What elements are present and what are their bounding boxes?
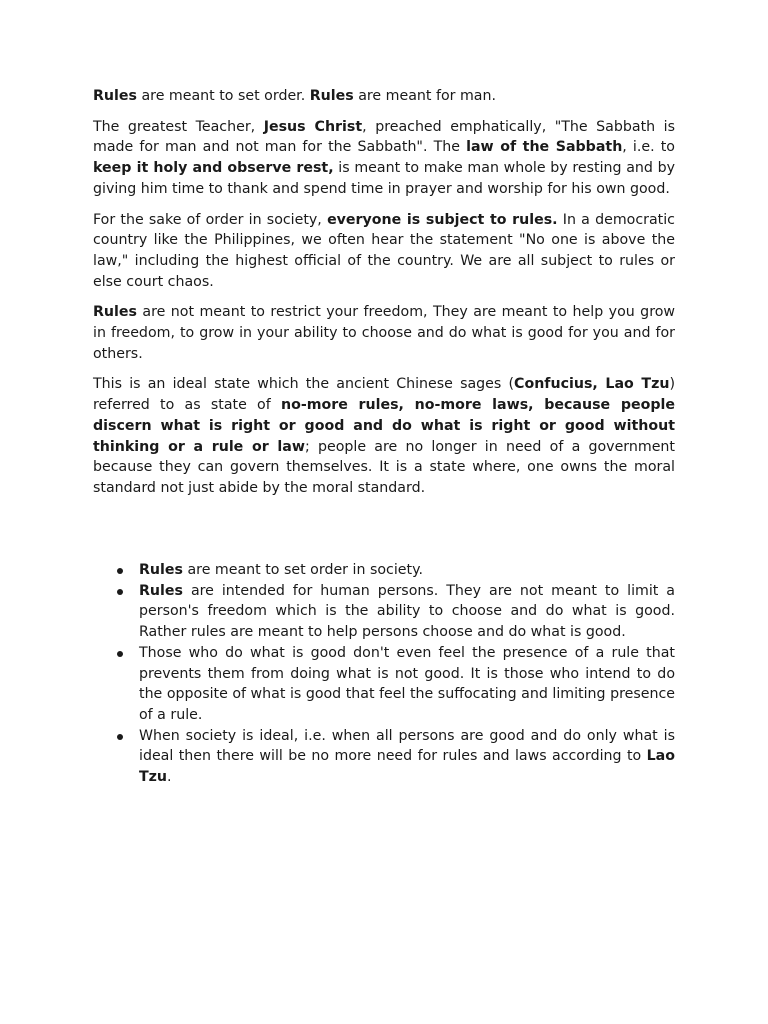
text: , i.e. to xyxy=(622,139,675,156)
text: are meant to set order in society. xyxy=(182,562,423,578)
bold-text: Jesus Christ xyxy=(263,118,363,135)
text: In a democratic country like the Philippines, we often hear the statement "No one is above the law," including the highest official of the country. We are all subject to rules or else court chaos. xyxy=(93,211,675,290)
paragraph-4 xyxy=(93,302,675,364)
bold-text: Confucius, Lao Tzu xyxy=(514,376,670,393)
paragraph-1 xyxy=(93,86,675,107)
text: ; people are no longer in need of a government because they can govern themselves. It is a state where, one owns the moral standard not just abide by the moral standard. xyxy=(93,438,675,496)
bullet-list xyxy=(93,560,675,788)
bullet-icon xyxy=(117,568,123,574)
paragraph-5 xyxy=(93,374,675,498)
bold-text: Rules xyxy=(139,562,183,578)
bold-text: no-more rules, no-more laws, because people discern what is right or good and do what is right or good without thinking or a rule or law xyxy=(93,397,675,455)
text: are meant to set order. xyxy=(136,88,310,104)
text: Those who do what is good don't even feel the presence of a rule that prevents them from doing what is not good. It is those who intend to do the opposite of what is good that feel the suffocating and limiting presence of a rule. xyxy=(139,644,675,723)
document-body xyxy=(93,86,675,509)
bold-text: everyone is subject to rules. xyxy=(327,211,558,228)
bold-text: Lao Tzu xyxy=(139,748,675,786)
list-item xyxy=(93,581,675,643)
bold-text: Rules xyxy=(93,304,137,321)
text: are not meant to restrict your freedom, They are meant to help you grow in freedom, to grow in your ability to choose and do what is good for you and for others. xyxy=(93,304,675,362)
text: are intended for human persons. They are not meant to limit a person's freedom which is the ability to choose and do what is good. Rather rules are meant to help persons choose and do what is good. xyxy=(139,582,675,641)
bullet-icon xyxy=(117,651,123,657)
text: For the sake of order in society, xyxy=(93,211,328,228)
paragraph-3 xyxy=(93,210,675,293)
text: are meant for man. xyxy=(353,88,497,104)
bold-text: law of the Sabbath xyxy=(466,139,623,156)
bullet-icon xyxy=(117,734,123,740)
text: ) referred to as state of xyxy=(93,376,675,414)
list-item xyxy=(93,643,675,726)
text: When society is ideal, i.e. when all persons are good and do only what is ideal then there will be no more need for rules and laws according to xyxy=(139,727,675,765)
bold-text: Rules xyxy=(93,88,137,104)
text: The greatest Teacher, xyxy=(93,118,264,135)
text: . xyxy=(167,769,172,786)
list-item xyxy=(93,726,675,788)
text: is meant to make man whole by resting and by giving him time to thank and spend time in prayer and worship for his own good. xyxy=(93,160,676,197)
text: , preached emphatically, "The Sabbath is made for man and not man for the Sabbath". The xyxy=(93,118,675,156)
paragraph-2 xyxy=(93,117,675,200)
bold-text: keep it holy and observe rest, xyxy=(93,160,334,177)
bullet-icon xyxy=(117,589,123,595)
bold-text: Rules xyxy=(309,88,354,104)
list-item xyxy=(93,560,675,581)
bold-text: Rules xyxy=(139,582,183,599)
text: This is an ideal state which the ancient Chinese sages ( xyxy=(93,376,515,393)
